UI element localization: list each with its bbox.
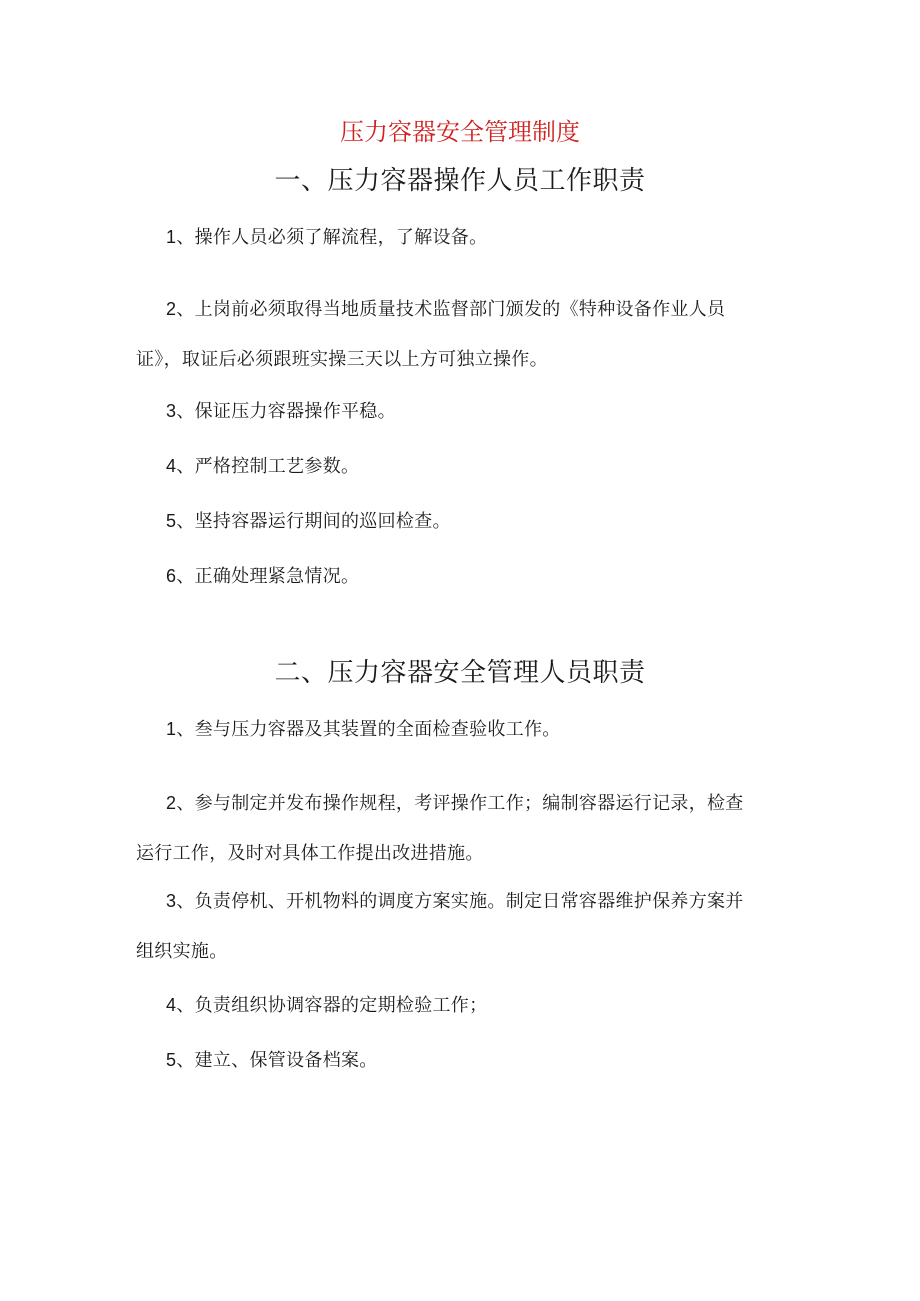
section-1-item-3 — [136, 386, 746, 437]
section-1-item-4 — [136, 441, 746, 492]
item-text: 、负责组织协调容器的定期检验工作； — [176, 995, 488, 1016]
section-heading-2: 二、压力容器安全管理人员职责 — [274, 658, 646, 688]
item-text: 、操作人员必须了解流程，了解设备。 — [176, 227, 488, 248]
item-text: 、严格控制工艺参数。 — [176, 456, 360, 477]
item-number: 4 — [166, 456, 177, 476]
section-2-item-2 — [136, 778, 746, 879]
item-number: 1 — [166, 227, 177, 247]
item-text: 、参与制定并发布操作规程，考评操作工作；编制容器运行记录，检查运行工作，及时对具体工作提出改进措施。 — [136, 793, 744, 864]
section-2-item-3 — [136, 876, 746, 977]
item-text: 、叁与压力容器及其装置的全面检查验收工作。 — [176, 719, 561, 740]
item-text: 、正确处理紧急情况。 — [176, 566, 360, 587]
item-number: 1 — [166, 719, 177, 739]
section-2-item-5 — [136, 1035, 746, 1086]
item-text: 、保证压力容器操作平稳。 — [176, 401, 396, 422]
item-text: 、上岗前必须取得当地质量技术监督部门颁发的《特种设备作业人员证》，取证后必须跟班实操三天以上方可独立操作。 — [136, 299, 726, 370]
item-number: 4 — [166, 995, 177, 1015]
section-1-item-5 — [136, 496, 746, 547]
item-number: 3 — [166, 401, 177, 421]
section-1-item-1 — [136, 212, 746, 263]
item-number: 2 — [166, 299, 177, 319]
document-title: 压力容器安全管理制度 — [340, 118, 580, 146]
item-number: 2 — [166, 793, 177, 813]
item-number: 5 — [166, 1050, 177, 1070]
section-2-item-1 — [136, 704, 746, 755]
section-1-item-6 — [136, 551, 746, 602]
item-number: 5 — [166, 511, 177, 531]
item-number: 3 — [166, 891, 177, 911]
section-1-item-2 — [136, 284, 746, 385]
section-2-item-4 — [136, 980, 746, 1031]
item-number: 6 — [166, 566, 177, 586]
item-text: 、坚持容器运行期间的巡回检查。 — [176, 511, 451, 532]
section-heading-1: 一、压力容器操作人员工作职责 — [274, 166, 646, 196]
item-text: 、建立、保管设备档案。 — [176, 1050, 378, 1071]
item-text: 、负责停机、开机物料的调度方案实施。制定日常容器维护保养方案并组织实施。 — [136, 891, 744, 962]
